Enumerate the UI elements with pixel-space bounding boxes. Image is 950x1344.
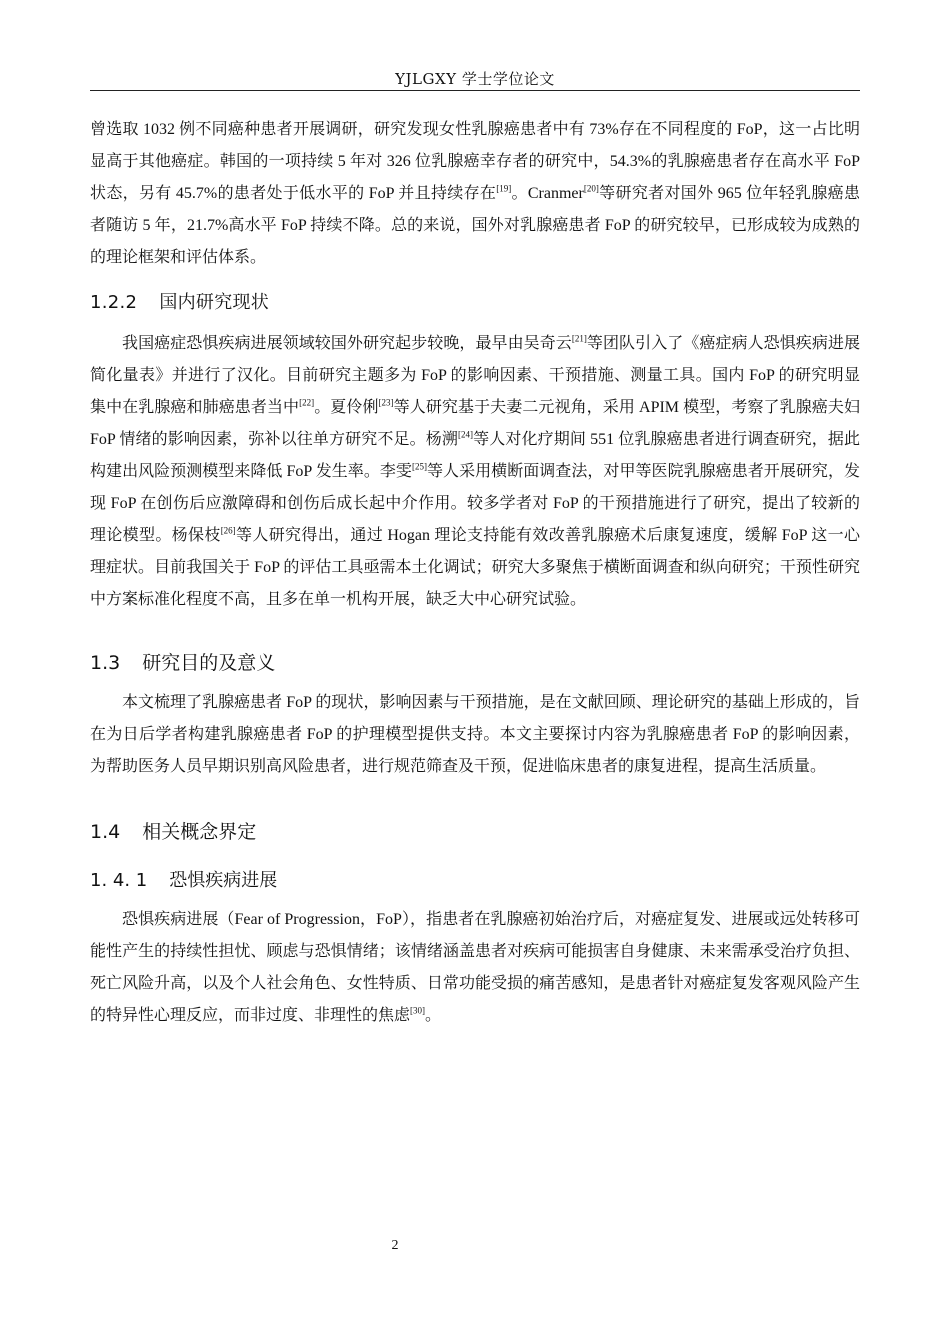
- header-rule: [90, 90, 860, 91]
- citation-ref: [25]: [411, 461, 427, 472]
- text-run: 。: [425, 1007, 442, 1024]
- section-heading-1-4: [90, 817, 860, 844]
- citation-ref: [21]: [571, 333, 587, 344]
- citation-ref: [24]: [457, 429, 473, 440]
- section-number: 1.3: [90, 652, 121, 674]
- section-heading-1-2-2: [90, 288, 860, 314]
- section-title: 研究目的及意义: [142, 652, 276, 674]
- section-heading-1-4-1: [90, 866, 860, 892]
- text-run: 等研究者对国外 965 位年轻乳腺癌患者随访 5 年，21.7%高水平 FoP 持续不降。总的来说，国外对乳腺癌患者 FoP 的研究较早，已形成较为成熟的的理论框架和评估体系。: [90, 185, 860, 266]
- citation-ref: [23]: [378, 397, 394, 408]
- page-body: [90, 114, 860, 1032]
- text-run: 曾选取 1032 例不同癌种患者开展调研，研究发现女性乳腺癌患者中有 73%存在不同程度的 FoP，这一占比明显高于其他癌症。韩国的一项持续 5 年对 326 位乳腺癌幸存者的研究中，54.3%的乳腺癌患者存在高水平 FoP 状态，另有 45.7%的患者处于低水平的 FoP 并且持续存在: [90, 121, 860, 202]
- text-run: 等人研究得出，通过 Hogan 理论支持能有效改善乳腺癌术后康复速度，缓解 FoP 这一心理症状。目前我国关于 FoP 的评估工具亟需本土化调试；研究大多聚焦于横断面调查和纵向研究；干预性研究中方案标准化程度不高，且多在单一机构开展，缺乏大中心研究试验。: [90, 527, 860, 608]
- running-header: YJLGXY 学士学位论文: [395, 70, 555, 88]
- citation-ref: [30]: [410, 1005, 426, 1016]
- paragraph-foreign-research-cont: [90, 114, 860, 274]
- text-run: 等人对化疗期间 551 位乳腺癌患者进行调查研究，据此构建出风险预测模型来降低 FoP 发生率。李雯: [90, 431, 860, 480]
- text-run: 。Cranmer: [511, 185, 584, 202]
- section-number: 1. 4. 1: [90, 870, 148, 891]
- text-run: 恐惧疾病进展（Fear of Progression，FoP），指患者在乳腺癌初始治疗后，对癌症复发、进展或远处转移可能性产生的持续性担忧、顾虑与恐惧情绪；该情绪涵盖患者对疾病可能损害自身健康、未来需承受治疗负担、死亡风险升高，以及个人社会角色、女性特质、日常功能受损的痛苦感知，是患者针对癌症复发客观风险产生的特异性心理反应，而非过度、非理性的焦虑: [90, 911, 860, 1024]
- section-number: 1.4: [90, 821, 121, 843]
- section-title: 国内研究现状: [159, 292, 270, 313]
- section-heading-1-3: [90, 648, 860, 675]
- text-run: 等人研究基于夫妻二元视角，采用 APIM 模型，考察了乳腺癌夫妇 FoP 情绪的影响因素，弥补以往单方研究不足。杨溯: [90, 399, 860, 448]
- paragraph-fop-definition: [90, 904, 860, 1032]
- citation-ref: [19]: [496, 183, 512, 194]
- paragraph-domestic-research: [90, 328, 860, 616]
- text-run: 等人采用横断面调查法，对甲等医院乳腺癌患者开展研究，发现 FoP 在创伤后应激障碍和创伤后成长起中介作用。较多学者对 FoP 的干预措施进行了研究，提出了较新的理论模型。杨保枝: [90, 463, 860, 544]
- text-run: 。夏伶俐: [314, 399, 379, 416]
- section-title: 恐惧疾病进展: [169, 870, 278, 891]
- text-run: 我国癌症恐惧疾病进展领域较国外研究起步较晚，最早由吴奇云: [122, 335, 572, 352]
- section-number: 1.2.2: [90, 292, 138, 313]
- page-number: 2: [391, 1238, 399, 1253]
- text-run: 等团队引入了《癌症病人恐惧疾病进展简化量表》并进行了汉化。目前研究主题多为 FoP 的影响因素、干预措施、测量工具。国内 FoP 的研究明显集中在乳腺癌和肺癌患者当中: [90, 335, 860, 416]
- citation-ref: [20]: [583, 183, 599, 194]
- section-title: 相关概念界定: [142, 821, 257, 843]
- paragraph-purpose: 本文梳理了乳腺癌患者 FoP 的现状，影响因素与干预措施，是在文献回顾、理论研究的基础上形成的，旨在为日后学者构建乳腺癌患者 FoP 的护理模型提供支持。本文主要探讨内容为乳腺癌患者 FoP 的影响因素，为帮助医务人员早期识别高风险患者，进行规范筛查及干预，促进临床患者的康复进程，提高生活质量。: [90, 694, 860, 775]
- citation-ref: [22]: [299, 397, 315, 408]
- citation-ref: [26]: [220, 525, 236, 536]
